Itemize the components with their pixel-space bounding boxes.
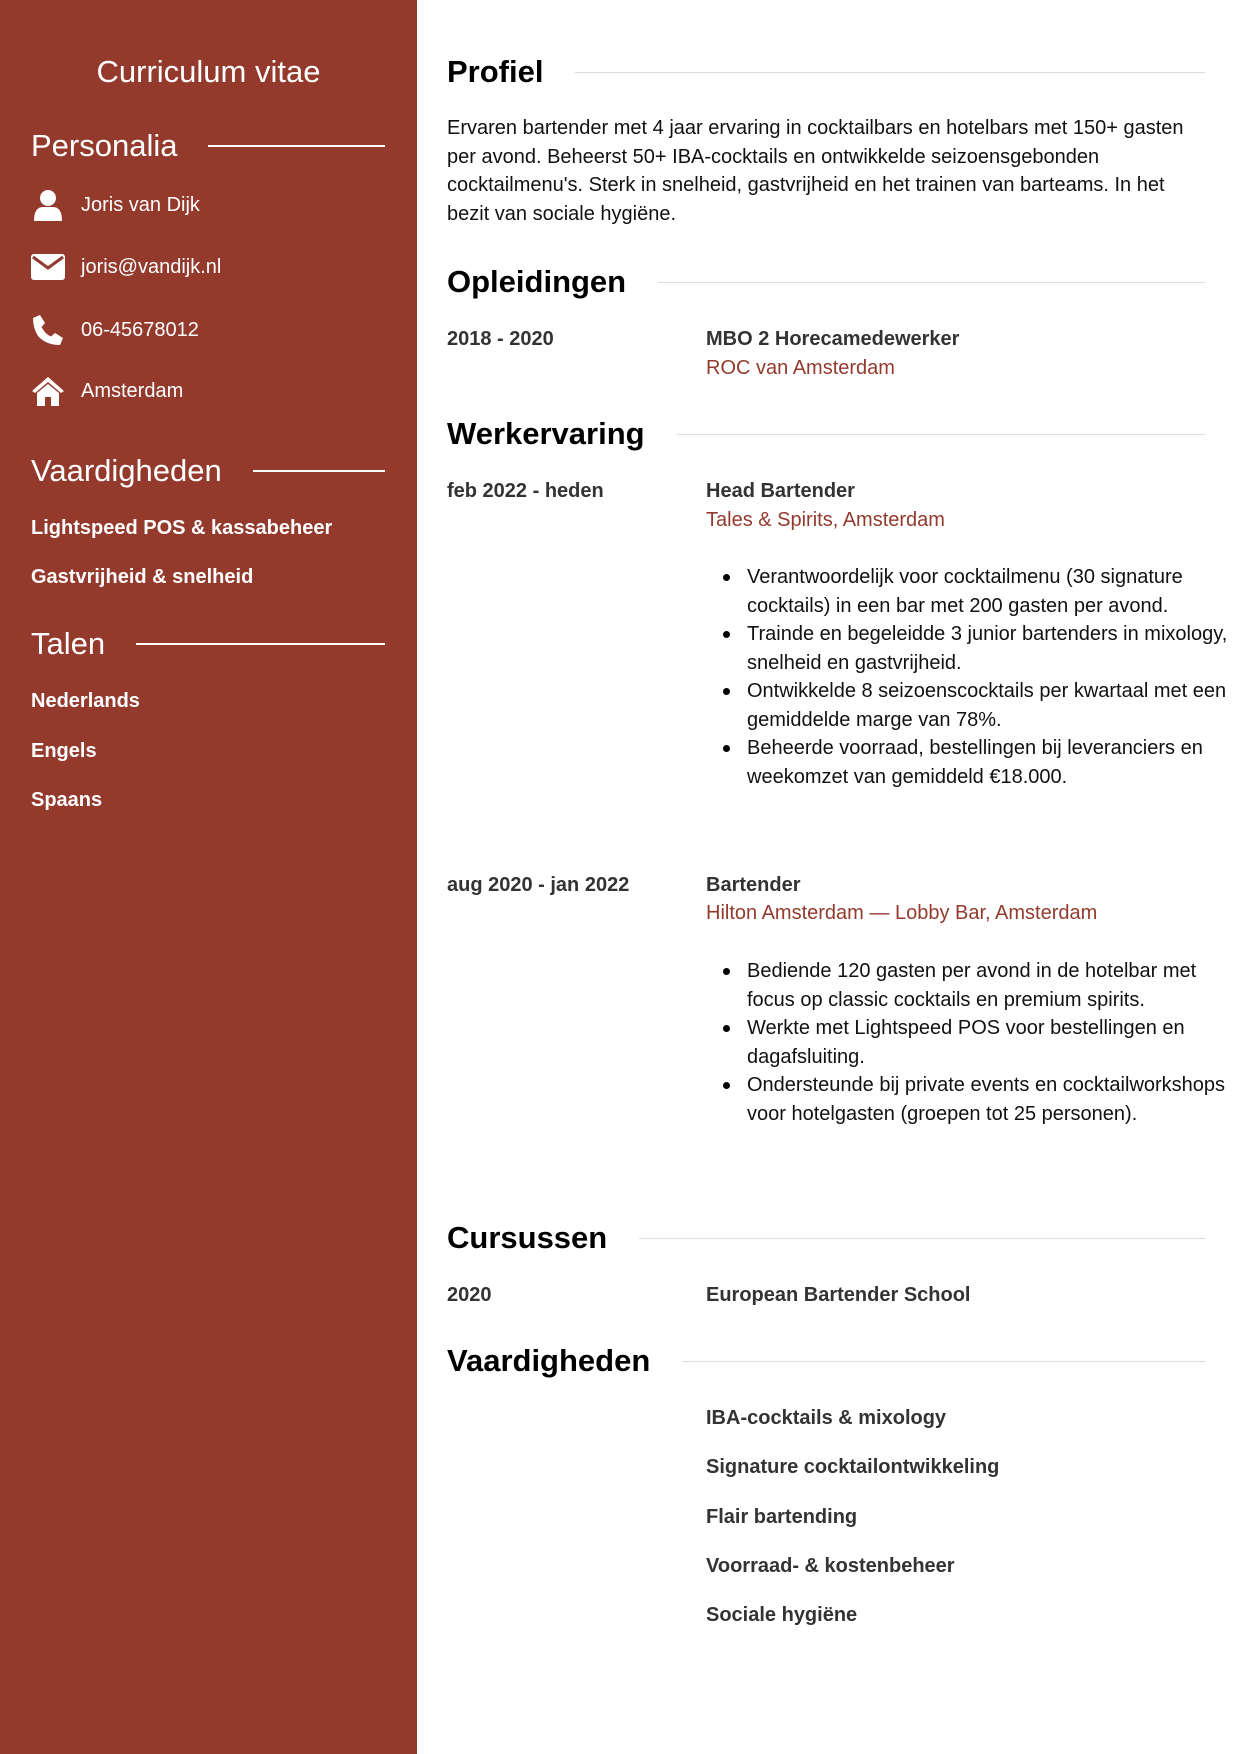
cv-title: Curriculum vitae xyxy=(96,54,321,89)
contact-phone-row xyxy=(31,312,199,348)
home-icon xyxy=(31,374,65,408)
skill-item: Signature cocktailontwikkeling xyxy=(706,1456,1000,1478)
contact-city: Amsterdam xyxy=(81,380,184,402)
list-item: Ontwikkelde 8 seizoenscocktails per kwartaal met een gemiddelde marge van 78%. xyxy=(747,677,1241,734)
divider xyxy=(677,434,1205,435)
sidebar xyxy=(0,0,417,1754)
skills-heading-label: Vaardigheden xyxy=(447,1343,651,1378)
skills-heading xyxy=(447,1343,1205,1379)
list-item: Verantwoordelijk voor cocktailmenu (30 signature cocktails) in een bar met 200 gasten per avond. xyxy=(747,563,1241,620)
divider xyxy=(136,643,385,645)
contact-city-row xyxy=(31,373,183,409)
profile-heading-label: Profiel xyxy=(447,54,544,89)
list-item: Werkte met Lightspeed POS voor bestellingen en dagafsluiting. xyxy=(747,1014,1241,1071)
job-title: Head Bartender xyxy=(706,480,855,502)
job-period: feb 2022 - heden xyxy=(447,480,604,502)
courses-heading-label: Cursussen xyxy=(447,1220,608,1255)
profile-heading xyxy=(447,54,1205,90)
skill-item: Sociale hygiëne xyxy=(706,1604,858,1626)
job-period: aug 2020 - jan 2022 xyxy=(447,874,630,896)
sidebar-skill-item: Lightspeed POS & kassabeheer xyxy=(31,517,333,539)
list-item: Beheerde voorraad, bestellingen bij leveranciers en weekomzet van gemiddeld €18.000. xyxy=(747,734,1241,791)
experience-heading-label: Werkervaring xyxy=(447,416,645,451)
personalia-heading xyxy=(31,128,385,164)
job-responsibilities xyxy=(706,563,1241,791)
skill-item: Voorraad- & kostenbeheer xyxy=(706,1555,955,1577)
education-institution: ROC van Amsterdam xyxy=(706,357,895,379)
education-heading xyxy=(447,264,1205,300)
divider xyxy=(639,1238,1205,1239)
course-title: European Bartender School xyxy=(706,1284,971,1306)
main-content xyxy=(417,0,1241,1754)
education-period: 2018 - 2020 xyxy=(447,328,554,350)
divider xyxy=(208,145,385,147)
education-heading-label: Opleidingen xyxy=(447,264,627,299)
job-employer: Tales & Spirits, Amsterdam xyxy=(706,509,945,531)
list-item: Bediende 120 gasten per avond in de hotelbar met focus op classic cocktails en premium spirits. xyxy=(747,957,1241,1014)
languages-heading-label: Talen xyxy=(31,626,106,661)
divider xyxy=(253,470,385,472)
education-title: MBO 2 Horecamedewerker xyxy=(706,328,960,350)
personalia-heading-label: Personalia xyxy=(31,128,178,163)
contact-email-row xyxy=(31,249,221,285)
divider xyxy=(575,72,1205,73)
languages-heading xyxy=(31,626,385,662)
courses-heading xyxy=(447,1220,1205,1256)
sidebar-skills-heading xyxy=(31,453,385,489)
list-item: Trainde en begeleidde 3 junior bartenders in mixology, snelheid en gastvrijheid. xyxy=(747,620,1241,677)
job-employer: Hilton Amsterdam — Lobby Bar, Amsterdam xyxy=(706,902,1098,924)
list-item: Ondersteunde bij private events en cocktailworkshops voor hotelgasten (groepen tot 25 personen). xyxy=(747,1071,1241,1128)
course-period: 2020 xyxy=(447,1284,492,1306)
contact-email[interactable]: joris@vandijk.nl xyxy=(81,256,222,278)
sidebar-skills-heading-label: Vaardigheden xyxy=(31,453,222,488)
job-title: Bartender xyxy=(706,874,801,896)
experience-heading xyxy=(447,416,1205,452)
profile-text: Ervaren bartender met 4 jaar ervaring in cocktailbars en hotelbars met 150+ gasten per avond. Beheerst 50+ IBA-cocktails en ontwikkelde seizoensgebonden cocktailmenu's. Sterk in snelheid, gastvrijheid en het trainen van barteams. In het bezit van sociale hygiëne. xyxy=(447,117,1184,225)
divider xyxy=(658,282,1205,283)
person-icon xyxy=(31,188,65,222)
divider xyxy=(682,1361,1205,1362)
contact-name-row xyxy=(31,187,200,223)
phone-icon xyxy=(31,313,65,347)
contact-phone[interactable]: 06-45678012 xyxy=(81,319,199,341)
skill-item: IBA-cocktails & mixology xyxy=(706,1407,947,1429)
language-item: Engels xyxy=(31,740,97,762)
sidebar-skill-item: Gastvrijheid & snelheid xyxy=(31,566,254,588)
contact-name: Joris van Dijk xyxy=(81,194,200,216)
envelope-icon xyxy=(31,250,65,284)
job-responsibilities xyxy=(706,957,1241,1128)
language-item: Nederlands xyxy=(31,690,140,712)
skill-item: Flair bartending xyxy=(706,1506,858,1528)
language-item: Spaans xyxy=(31,789,103,811)
